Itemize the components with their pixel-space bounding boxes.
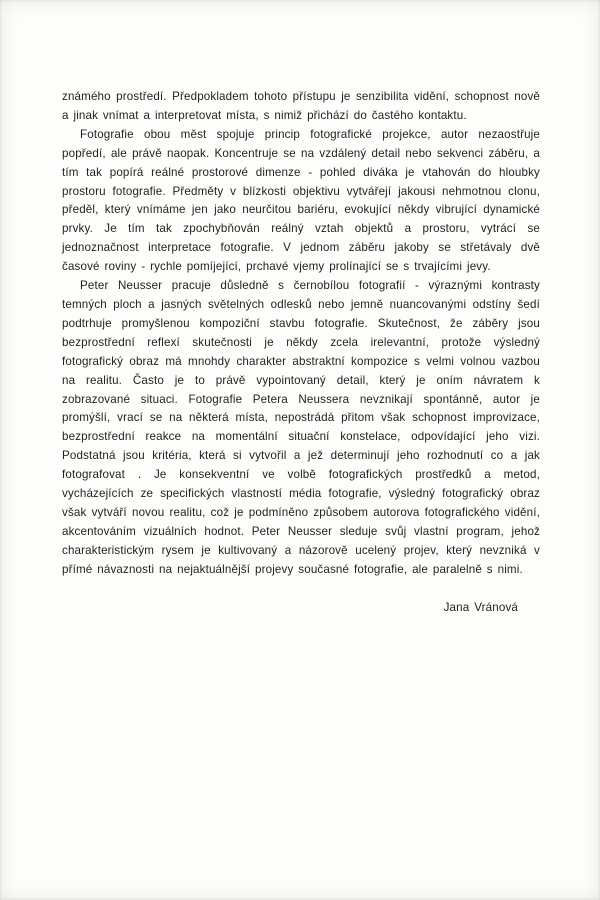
paragraph-continuation: známého prostředí. Předpokladem tohoto přístupu je senzibilita vidění, schopnost nově a jinak vnímat a interpretovat místa, s nimiž přichází do častého kontaktu. <box>62 90 540 122</box>
text-block <box>62 88 540 617</box>
paragraph-photographic-projection: Fotografie obou měst spojuje princip fotografické projekce, autor nezaostřuje popředí, ale právě naopak. Koncentruje se na vzdálený detail nebo sekvenci záběru, a tím tak popírá reálné prostorové dimenze - pohled diváka je vtahován do hloubky prostoru fotografie. Předměty v blízkosti objektivu vytvářejí jakousi nehmotnou clonu, předěl, který vnímáme jen jako neurčitou bariéru, evokující někdy vibrující dynamické prvky. Je tím tak zpochybňován reálný vztah objektů a prostoru, vytrácí se jednoznačnost interpretace fotografie. V jednom záběru jakoby se střetávaly dvě časové roviny - rychle pomíjející, prchavé vjemy prolínající se s trvajícími jevy. <box>62 127 540 274</box>
author-signature: Jana Vránová <box>443 600 518 614</box>
paragraph-peter-neusser: Peter Neusser pracuje důsledně s černobílou fotografií - výraznými kontrasty temných ploch a jasných světelných odlesků nebo jemně nuancovanými odstíny šedí podtrhuje promyšlenou kompoziční stavbu fotografie. Skutečnost, že záběry jsou bezprostřední reflexí skutečnosti je někdy zcela irelevantní, protože výsledný fotografický obraz má mnohdy charakter abstraktní kompozice s velmi volnou vazbou na realitu. Často je to právě vypointovaný detail, který je oním návratem k zobrazované situaci. Fotografie Petera Neussera nevznikají spontánně, autor je promýšlí, vrací se na některá místa, nepostrádá přitom však schopnost improvizace, bezprostřední reakce na momentální situační konstelace, odpovídající jeho vizi. Podstatná jsou kritéria, která si vytvořil a jež determinují jeho rozhodnutí co a jak fotografovat . Je konsekventní ve volbě fotografických prostředků a metod, vycházejících ze specifických vlastností média fotografie, výsledný fotografický obraz však vytváří novou realitu, což je podmíněno způsobem autorova fotografického vidění, akcentováním vizuálních hodnot. Peter Neusser sleduje svůj vlastní program, jehož charakteristickým rysem je kultivovaný a názorově ucelený projev, který nevzniká v přímé návaznosti na nejaktuálnější projevy současné fotografie, ale paralelně s nimi. <box>62 279 540 576</box>
